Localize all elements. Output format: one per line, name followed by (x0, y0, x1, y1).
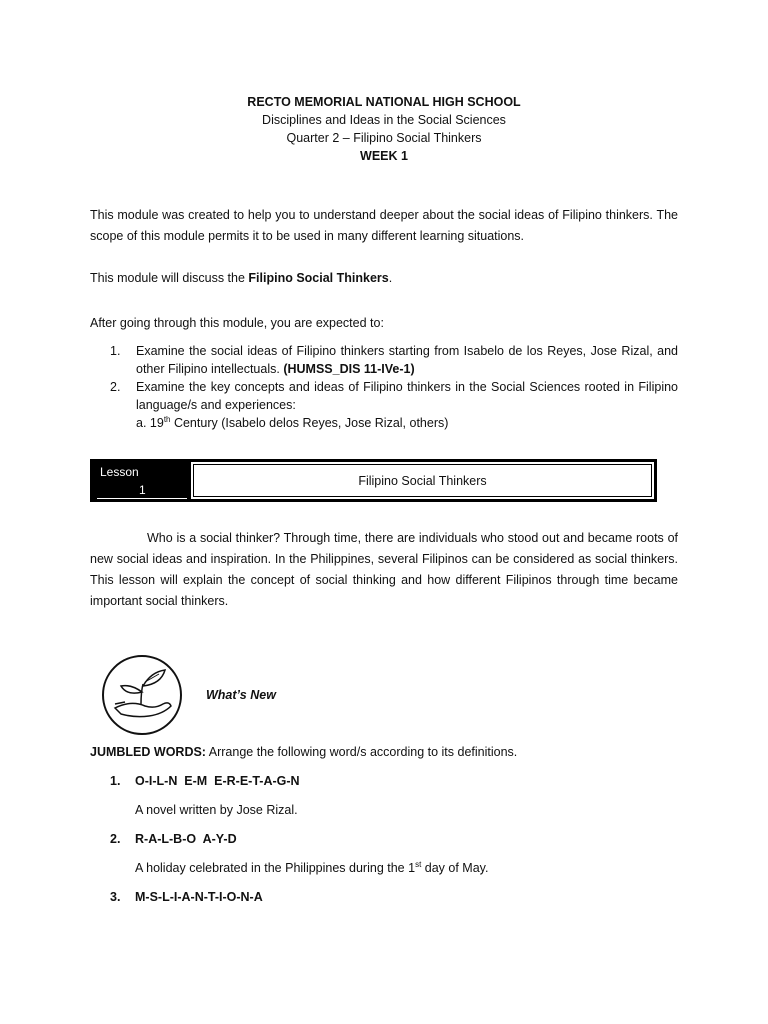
intro-paragraph: This module was created to help you to understand deeper about the social ideas of Filipino thinkers. The scope of this module permits it to be used in many different learning situations. (90, 208, 678, 243)
scope-prefix: This module will discuss the (90, 271, 249, 285)
lesson-number: 1 (139, 483, 146, 497)
jumbled-instruction: Arrange the following word/s according to its definitions. (205, 745, 518, 759)
quarter-title: Quarter 2 – Filipino Social Thinkers (286, 131, 482, 145)
jumbled-word: R-A-L-B-O A-Y-D (135, 832, 237, 846)
definition-sup: st (415, 859, 422, 869)
jumbled-item-word (110, 772, 300, 790)
definition-suffix: day of May. (421, 861, 489, 875)
item-number: 1. (110, 774, 121, 788)
objective-text: Examine the social ideas of Filipino thinkers starting from Isabelo de los Reyes, Jose Rizal, and other Filipino intellectuals. (136, 344, 678, 376)
objective-number: 1. (110, 344, 121, 358)
objectives-list (110, 342, 678, 432)
jumbled-item-definition (135, 859, 488, 877)
item-number: 2. (110, 832, 121, 846)
module-scope (90, 268, 678, 289)
subitem-century: Century (170, 416, 218, 430)
lesson-banner (90, 459, 657, 502)
jumbled-words-instructions (90, 742, 678, 763)
lesson-underline (97, 498, 187, 499)
subitem-rest: (Isabelo delos Reyes, Jose Rizal, others) (217, 416, 449, 430)
lesson-title: Filipino Social Thinkers (193, 464, 652, 497)
plant-in-hand-icon (101, 654, 183, 736)
scope-topic: Filipino Social Thinkers (248, 271, 389, 285)
whats-new-label: What’s New (206, 688, 276, 702)
jumbled-heading: JUMBLED WORDS: (90, 745, 206, 759)
jumbled-word: O-I-L-N E-M E-R-E-T-A-G-N (135, 774, 300, 788)
objective-item (110, 378, 678, 432)
school-name: RECTO MEMORIAL NATIONAL HIGH SCHOOL (247, 95, 521, 109)
jumbled-item-word (110, 830, 237, 848)
objective-subitem (136, 416, 448, 430)
lesson-intro-paragraph: Who is a social thinker? Through time, there are individuals who stood out and became roots of new social ideas and inspiration. In the Philippines, several Filipinos can be considered as social thinkers. This lesson will explain the concept of social thinking and how different Filipinos through time became important social thinkers. (90, 531, 678, 608)
subject-title: Disciplines and Ideas in the Social Sciences (262, 113, 506, 127)
week-label: WEEK 1 (360, 149, 408, 163)
subitem-sup: th (163, 414, 171, 424)
expectations-intro: After going through this module, you are expected to: (90, 316, 384, 330)
objective-number: 2. (110, 380, 121, 394)
definition-prefix: A holiday celebrated in the Philippines during the 1 (135, 861, 416, 875)
jumbled-item-word (110, 888, 263, 906)
lesson-word: Lesson (100, 465, 139, 479)
document-header (0, 93, 768, 165)
subitem-prefix: a. 19 (136, 416, 164, 430)
competency-code: (HUMSS_DIS 11-IVe-1) (283, 362, 415, 376)
item-number: 3. (110, 890, 121, 904)
jumbled-word: M-S-L-I-A-N-T-I-O-N-A (135, 890, 263, 904)
lesson-label-block (93, 462, 191, 499)
objective-item (110, 342, 678, 378)
jumbled-item-definition: A novel written by Jose Rizal. (135, 803, 298, 817)
objective-text: Examine the key concepts and ideas of Filipino thinkers in the Social Sciences rooted in Filipino language/s and experiences: (136, 380, 678, 412)
scope-suffix: . (388, 271, 393, 285)
